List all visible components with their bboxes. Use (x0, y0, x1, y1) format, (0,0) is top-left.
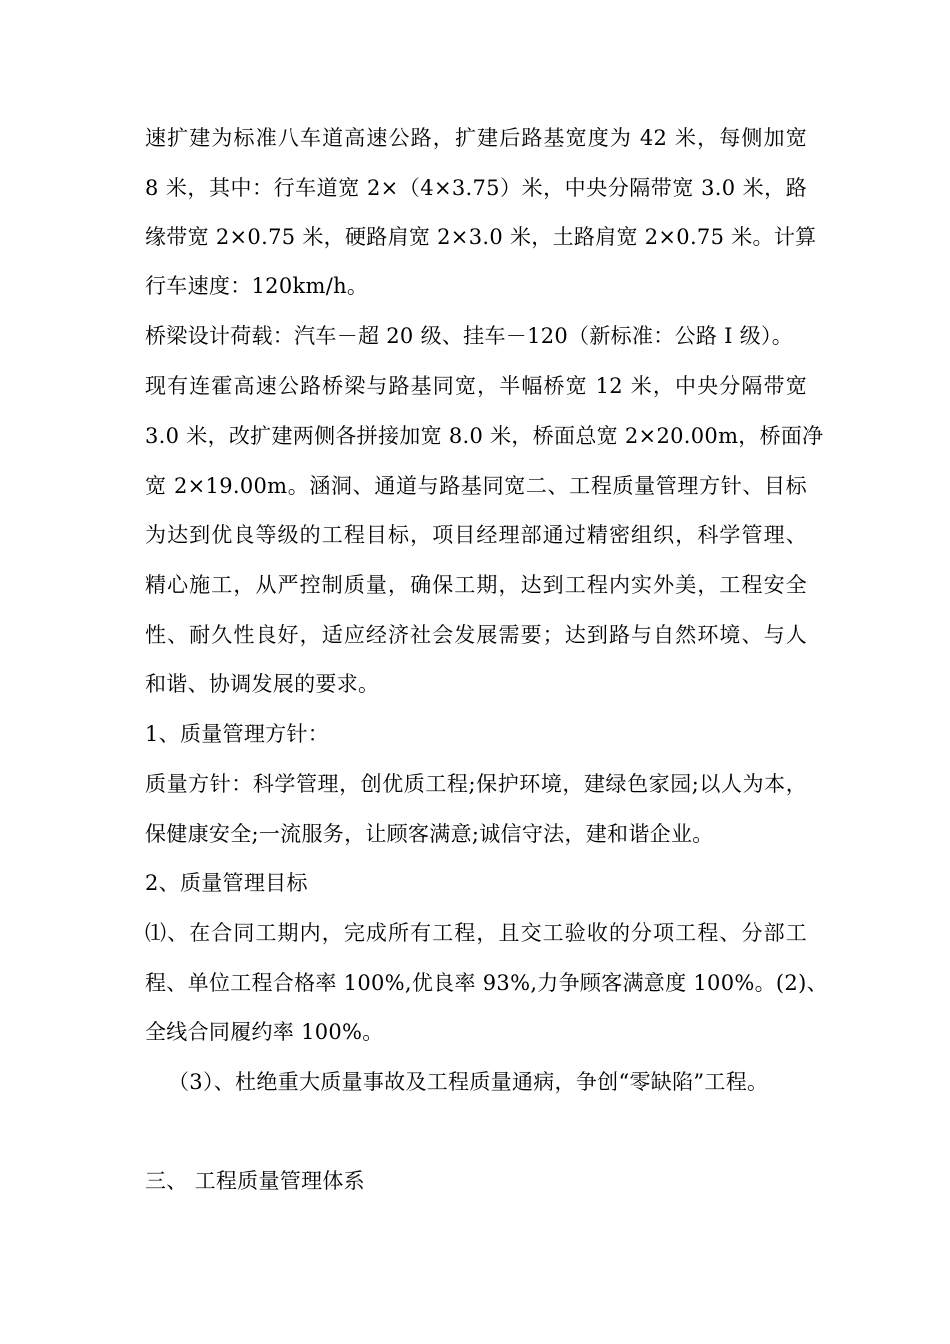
paragraph-line: 质量方针：科学管理，创优质工程;保护环境，建绿色家园;以人为本， (145, 772, 807, 796)
paragraph-line: 3.0 米，改扩建两侧各拼接加宽 8.0 米，桥面总宽 2×20.00m，桥面净 (145, 424, 824, 448)
section-heading: 1、质量管理方针： (145, 722, 330, 746)
paragraph-line: 行车速度：120km/h。 (145, 274, 369, 298)
paragraph-line: ⑴、在合同工期内，完成所有工程，且交工验收的分项工程、分部工 (145, 921, 807, 945)
paragraph-line: 保健康安全;一流服务，让顾客满意;诚信守法，建和谐企业。 (145, 822, 714, 846)
paragraph-line: 8 米，其中：行车道宽 2×（4×3.75）米，中央分隔带宽 3.0 米，路 (145, 176, 807, 200)
paragraph-line: 性、耐久性良好，适应经济社会发展需要；达到路与自然环境、与人 (145, 623, 807, 647)
paragraph-line: 宽 2×19.00m。涵洞、通道与路基同宽二、工程质量管理方针、目标 (145, 474, 807, 498)
paragraph-line: 现有连霍高速公路桥梁与路基同宽，半幅桥宽 12 米，中央分隔带宽 (145, 374, 807, 398)
paragraph-line: （3）、杜绝重大质量事故及工程质量通病，争创“零缺陷”工程。 (168, 1070, 769, 1094)
paragraph-line: 缘带宽 2×0.75 米，硬路肩宽 2×3.0 米，土路肩宽 2×0.75 米。计算 (145, 225, 817, 249)
paragraph-line: 桥梁设计荷载：汽车－超 20 级、挂车－120（新标准：公路 I 级）。 (145, 324, 794, 348)
chapter-heading: 三、 工程质量管理体系 (145, 1169, 365, 1193)
section-heading: 2、质量管理目标 (145, 871, 308, 895)
paragraph-line: 和谐、协调发展的要求。 (145, 672, 380, 696)
paragraph-line: 全线合同履约率 100%。 (145, 1020, 384, 1044)
paragraph-line: 为达到优良等级的工程目标，项目经理部通过精密组织，科学管理、 (145, 523, 807, 547)
paragraph-line: 程、单位工程合格率 100%,优良率 93%,力争顾客满意度 100%。(2)、 (145, 971, 828, 995)
paragraph-line: 速扩建为标准八车道高速公路，扩建后路基宽度为 42 米，每侧加宽 (145, 126, 807, 150)
paragraph-line: 精心施工，从严控制质量，确保工期，达到工程内实外美，工程安全 (145, 573, 807, 597)
